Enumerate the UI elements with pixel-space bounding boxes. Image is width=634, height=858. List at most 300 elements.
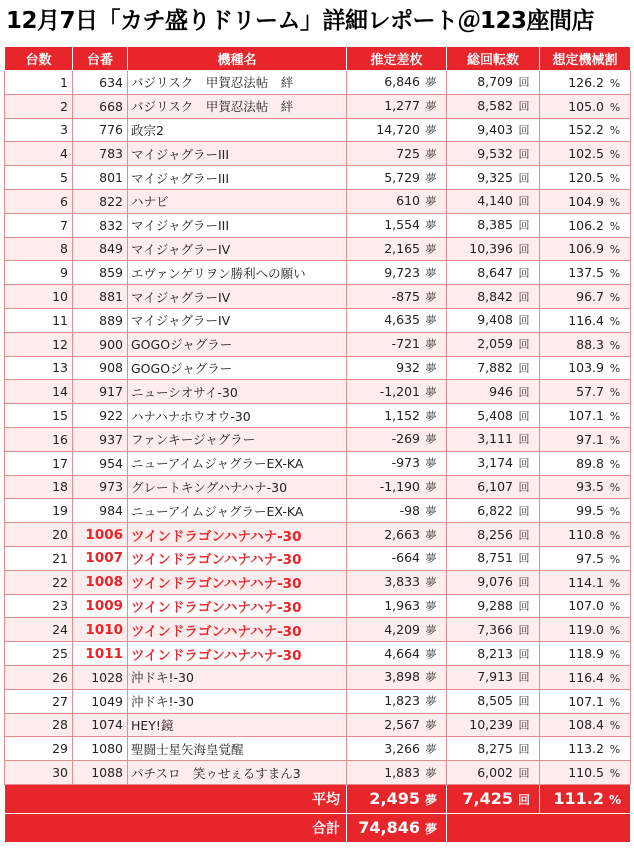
diff-value: 1,152 — [384, 407, 420, 423]
table-row — [5, 404, 631, 428]
cell-total-spins — [447, 665, 540, 689]
cell-estimated-diff — [347, 570, 447, 594]
games-value: 9,288 — [477, 597, 513, 613]
cell-total-spins — [447, 451, 540, 475]
table-row — [5, 499, 631, 523]
header-total-spins: 総回転数 — [447, 47, 540, 71]
cell-estimated-diff — [347, 71, 447, 95]
games-value: 946 — [489, 383, 513, 399]
cell-unit-count: 24 — [5, 618, 73, 642]
games-unit: 回 — [518, 552, 530, 566]
cell-machine-name: グレートキングハナハナ-30 — [128, 475, 347, 499]
diff-value: -973 — [391, 455, 420, 471]
rate-unit: % — [609, 267, 621, 281]
games-value: 7,366 — [477, 621, 513, 637]
average-games-cell — [447, 784, 540, 813]
diff-value: 5,729 — [384, 169, 420, 185]
diff-unit: 夢 — [425, 290, 437, 304]
table-row — [5, 475, 631, 499]
diff-value: 4,635 — [384, 312, 420, 328]
rate-unit: % — [609, 695, 621, 709]
total-label-cell — [5, 813, 347, 842]
games-value: 8,751 — [477, 550, 513, 566]
rate-unit: % — [609, 433, 621, 447]
rate-value: 106.9 — [568, 241, 604, 257]
cell-unit-count: 27 — [5, 689, 73, 713]
games-unit: 回 — [518, 171, 530, 185]
table-row — [5, 546, 631, 570]
cell-machine-name: マイジャグラーIII — [128, 213, 347, 237]
cell-payout-rate — [540, 761, 631, 785]
cell-machine-name: HEY!鏡 — [128, 713, 347, 737]
diff-unit: 夢 — [425, 314, 437, 328]
games-unit: 回 — [518, 290, 530, 304]
cell-payout-rate — [540, 118, 631, 142]
cell-machine-number: 1088 — [73, 761, 128, 785]
cell-total-spins — [447, 261, 540, 285]
cell-machine-name: パチスロ 笑ゥせぇるすまん3 — [128, 761, 347, 785]
diff-unit: 夢 — [425, 742, 437, 756]
games-unit: 回 — [518, 361, 530, 375]
cell-payout-rate — [540, 308, 631, 332]
diff-unit: 夢 — [425, 266, 437, 280]
games-value: 2,059 — [477, 336, 513, 352]
rate-value: 93.5 — [576, 479, 604, 495]
total-row — [5, 813, 631, 842]
cell-machine-number: 1008 — [73, 570, 128, 594]
diff-value: -875 — [391, 288, 420, 304]
games-unit: 回 — [518, 242, 530, 256]
rate-unit: % — [609, 410, 621, 424]
cell-unit-count: 29 — [5, 737, 73, 761]
cell-machine-number: 832 — [73, 213, 128, 237]
cell-unit-count: 1 — [5, 71, 73, 95]
diff-value: 6,846 — [384, 74, 420, 90]
cell-payout-rate — [540, 594, 631, 618]
diff-unit: 夢 — [425, 195, 437, 209]
cell-total-spins — [447, 285, 540, 309]
diff-unit: 夢 — [425, 480, 437, 494]
games-unit: 回 — [518, 100, 530, 114]
diff-unit: 夢 — [425, 361, 437, 375]
table-row — [5, 761, 631, 785]
cell-payout-rate — [540, 570, 631, 594]
cell-machine-number: 668 — [73, 94, 128, 118]
cell-unit-count: 26 — [5, 665, 73, 689]
cell-estimated-diff — [347, 665, 447, 689]
table-row — [5, 356, 631, 380]
cell-estimated-diff — [347, 332, 447, 356]
page-title: 12月7日「カチ盛りドリーム」詳細レポート＠123座間店 — [6, 8, 595, 34]
cell-total-spins — [447, 118, 540, 142]
cell-total-spins — [447, 356, 540, 380]
cell-estimated-diff — [347, 404, 447, 428]
cell-machine-number: 1074 — [73, 713, 128, 737]
rate-value: 110.8 — [568, 527, 604, 543]
diff-unit: 夢 — [425, 338, 437, 352]
games-value: 6,822 — [477, 502, 513, 518]
diff-value: -98 — [399, 502, 420, 518]
cell-machine-number: 634 — [73, 71, 128, 95]
cell-estimated-diff — [347, 118, 447, 142]
diff-value: 725 — [396, 145, 420, 161]
cell-estimated-diff — [347, 237, 447, 261]
games-unit: 回 — [518, 480, 530, 494]
rate-value: 137.5 — [568, 265, 604, 281]
rate-value: 96.7 — [576, 289, 604, 305]
games-unit: 回 — [518, 433, 530, 447]
table-row — [5, 427, 631, 451]
diff-value: -721 — [391, 336, 420, 352]
diff-value: 610 — [396, 193, 420, 209]
cell-total-spins — [447, 761, 540, 785]
header-unit-count: 台数 — [5, 47, 73, 71]
average-rate-cell — [540, 784, 631, 813]
cell-unit-count: 7 — [5, 213, 73, 237]
table-row — [5, 142, 631, 166]
cell-estimated-diff — [347, 213, 447, 237]
cell-unit-count: 20 — [5, 523, 73, 547]
games-unit: 回 — [518, 457, 530, 471]
total-empty-cell — [447, 813, 631, 842]
diff-value: -1,190 — [379, 478, 420, 494]
rate-value: 105.0 — [568, 98, 604, 114]
cell-unit-count: 16 — [5, 427, 73, 451]
cell-estimated-diff — [347, 94, 447, 118]
games-value: 9,532 — [477, 145, 513, 161]
cell-machine-number: 984 — [73, 499, 128, 523]
games-value: 8,647 — [477, 264, 513, 280]
table-row — [5, 285, 631, 309]
cell-machine-number: 1009 — [73, 594, 128, 618]
diff-unit: 夢 — [425, 623, 437, 637]
rate-value: 110.5 — [568, 765, 604, 780]
cell-unit-count: 9 — [5, 261, 73, 285]
cell-machine-number: 859 — [73, 261, 128, 285]
diff-unit: 夢 — [425, 671, 437, 685]
games-unit: 回 — [518, 742, 530, 756]
cell-estimated-diff — [347, 166, 447, 190]
cell-estimated-diff — [347, 475, 447, 499]
rate-unit: % — [609, 314, 621, 328]
table-header-row — [5, 47, 631, 71]
diff-unit: 夢 — [425, 552, 437, 566]
cell-total-spins — [447, 594, 540, 618]
cell-payout-rate — [540, 737, 631, 761]
table-row — [5, 380, 631, 404]
diff-unit: 夢 — [425, 385, 437, 399]
games-value: 3,174 — [477, 455, 513, 471]
cell-unit-count: 11 — [5, 308, 73, 332]
cell-total-spins — [447, 570, 540, 594]
cell-payout-rate — [540, 94, 631, 118]
cell-payout-rate — [540, 618, 631, 642]
cell-unit-count: 4 — [5, 142, 73, 166]
cell-payout-rate — [540, 285, 631, 309]
cell-machine-number: 937 — [73, 427, 128, 451]
cell-machine-number: 1080 — [73, 737, 128, 761]
cell-payout-rate — [540, 523, 631, 547]
cell-machine-number: 822 — [73, 189, 128, 213]
cell-unit-count: 8 — [5, 237, 73, 261]
rate-unit: % — [609, 195, 621, 209]
cell-total-spins — [447, 689, 540, 713]
cell-total-spins — [447, 642, 540, 666]
cell-total-spins — [447, 737, 540, 761]
diff-unit: 夢 — [425, 219, 437, 233]
rate-unit: % — [609, 576, 621, 590]
games-value: 8,842 — [477, 288, 513, 304]
games-value: 6,002 — [477, 764, 513, 780]
cell-payout-rate — [540, 332, 631, 356]
games-value: 8,582 — [477, 98, 513, 114]
cell-machine-number: 1049 — [73, 689, 128, 713]
table-row — [5, 451, 631, 475]
cell-estimated-diff — [347, 618, 447, 642]
average-rate-unit: % — [608, 793, 622, 808]
games-unit: 回 — [518, 314, 530, 328]
cell-unit-count: 30 — [5, 761, 73, 785]
table-row — [5, 166, 631, 190]
cell-machine-number: 973 — [73, 475, 128, 499]
rate-unit: % — [609, 386, 621, 400]
cell-machine-name: マイジャグラーIV — [128, 308, 347, 332]
rate-unit: % — [609, 648, 621, 662]
cell-estimated-diff — [347, 451, 447, 475]
rate-unit: % — [609, 624, 621, 638]
cell-machine-number: 917 — [73, 380, 128, 404]
rate-value: 120.5 — [568, 170, 604, 186]
games-value: 5,408 — [477, 407, 513, 423]
cell-total-spins — [447, 546, 540, 570]
diff-unit: 夢 — [425, 766, 437, 780]
cell-machine-name: 聖闘士星矢海皇覚醒 — [128, 737, 347, 761]
diff-value: 3,833 — [384, 574, 420, 590]
cell-unit-count: 18 — [5, 475, 73, 499]
rate-value: 113.2 — [568, 741, 604, 757]
diff-unit: 夢 — [425, 647, 437, 661]
cell-payout-rate — [540, 213, 631, 237]
rate-unit: % — [609, 457, 621, 471]
games-unit: 回 — [518, 647, 530, 661]
diff-unit: 夢 — [425, 695, 437, 709]
diff-value: 2,663 — [384, 526, 420, 542]
cell-payout-rate — [540, 356, 631, 380]
cell-estimated-diff — [347, 689, 447, 713]
rate-unit: % — [609, 529, 621, 543]
rate-unit: % — [609, 172, 621, 186]
cell-total-spins — [447, 189, 540, 213]
cell-unit-count: 3 — [5, 118, 73, 142]
rate-unit: % — [609, 243, 621, 257]
diff-unit: 夢 — [425, 718, 437, 732]
cell-unit-count: 2 — [5, 94, 73, 118]
cell-machine-name: ニューシオサイ-30 — [128, 380, 347, 404]
cell-estimated-diff — [347, 642, 447, 666]
table-row — [5, 71, 631, 95]
table-row — [5, 237, 631, 261]
cell-machine-name: マイジャグラーIII — [128, 142, 347, 166]
diff-unit: 夢 — [425, 100, 437, 114]
diff-value: 14,720 — [376, 121, 420, 137]
cell-unit-count: 12 — [5, 332, 73, 356]
rate-value: 118.9 — [568, 646, 604, 662]
cell-total-spins — [447, 94, 540, 118]
games-value: 10,239 — [469, 716, 513, 732]
cell-unit-count: 25 — [5, 642, 73, 666]
cell-machine-name: ハナハナホウオウ-30 — [128, 404, 347, 428]
games-unit: 回 — [518, 599, 530, 613]
diff-unit: 夢 — [425, 409, 437, 423]
games-unit: 回 — [518, 219, 530, 233]
cell-machine-name: ツインドラゴンハナハナ-30 — [128, 546, 347, 570]
rate-value: 103.9 — [568, 360, 604, 376]
cell-payout-rate — [540, 665, 631, 689]
rate-value: 116.4 — [568, 669, 604, 685]
rate-unit: % — [609, 600, 621, 614]
rate-unit: % — [609, 291, 621, 305]
diff-value: 1,277 — [384, 98, 420, 114]
cell-total-spins — [447, 308, 540, 332]
table-row — [5, 594, 631, 618]
diff-unit: 夢 — [425, 433, 437, 447]
cell-unit-count: 15 — [5, 404, 73, 428]
rate-value: 114.1 — [568, 574, 604, 590]
cell-payout-rate — [540, 261, 631, 285]
diff-value: -1,201 — [379, 383, 420, 399]
total-diff-unit: 夢 — [424, 822, 437, 837]
cell-estimated-diff — [347, 546, 447, 570]
rate-value: 116.4 — [568, 312, 604, 328]
cell-estimated-diff — [347, 380, 447, 404]
cell-estimated-diff — [347, 356, 447, 380]
games-value: 8,256 — [477, 526, 513, 542]
games-value: 9,403 — [477, 121, 513, 137]
games-unit: 回 — [518, 766, 530, 780]
header-estimated-diff: 推定差枚 — [347, 47, 447, 71]
cell-estimated-diff — [347, 737, 447, 761]
cell-unit-count: 5 — [5, 166, 73, 190]
cell-machine-number: 1028 — [73, 665, 128, 689]
games-value: 9,325 — [477, 169, 513, 185]
cell-total-spins — [447, 166, 540, 190]
cell-total-spins — [447, 499, 540, 523]
cell-total-spins — [447, 380, 540, 404]
cell-unit-count: 13 — [5, 356, 73, 380]
cell-payout-rate — [540, 142, 631, 166]
diff-unit: 夢 — [425, 457, 437, 471]
games-unit: 回 — [518, 528, 530, 542]
cell-payout-rate — [540, 499, 631, 523]
rate-unit: % — [609, 552, 621, 566]
cell-total-spins — [447, 213, 540, 237]
header-payout-rate: 想定機械割 — [540, 47, 631, 71]
rate-value: 97.1 — [576, 431, 604, 447]
games-value: 3,111 — [477, 431, 513, 447]
rate-value: 97.5 — [576, 550, 604, 566]
average-rate: 111.2 — [553, 789, 604, 809]
rate-unit: % — [609, 767, 621, 780]
cell-machine-name: ツインドラゴンハナハナ-30 — [128, 523, 347, 547]
cell-unit-count: 17 — [5, 451, 73, 475]
cell-estimated-diff — [347, 523, 447, 547]
rate-value: 89.8 — [576, 455, 604, 471]
average-games: 7,425 — [462, 789, 513, 809]
cell-machine-number: 900 — [73, 332, 128, 356]
cell-machine-number: 1007 — [73, 546, 128, 570]
cell-total-spins — [447, 427, 540, 451]
rate-value: 57.7 — [576, 384, 604, 400]
cell-machine-number: 776 — [73, 118, 128, 142]
rate-value: 108.4 — [568, 717, 604, 733]
report-table — [4, 46, 631, 843]
rate-value: 126.2 — [568, 74, 604, 90]
games-unit: 回 — [518, 123, 530, 137]
cell-machine-number: 1010 — [73, 618, 128, 642]
diff-unit: 夢 — [425, 76, 437, 90]
cell-total-spins — [447, 237, 540, 261]
diff-value: -664 — [391, 550, 420, 566]
cell-payout-rate — [540, 237, 631, 261]
cell-machine-name: マイジャグラーIV — [128, 237, 347, 261]
cell-machine-number: 889 — [73, 308, 128, 332]
header-machine-name: 機種名 — [128, 47, 347, 71]
diff-unit: 夢 — [425, 576, 437, 590]
cell-payout-rate — [540, 713, 631, 737]
table-row — [5, 737, 631, 761]
cell-total-spins — [447, 475, 540, 499]
diff-value: 1,883 — [384, 764, 420, 780]
average-label-cell — [5, 784, 347, 813]
diff-value: 9,723 — [384, 264, 420, 280]
cell-payout-rate — [540, 404, 631, 428]
diff-value: 3,266 — [384, 740, 420, 756]
cell-total-spins — [447, 332, 540, 356]
table-row — [5, 261, 631, 285]
rate-unit: % — [609, 124, 621, 138]
average-label: 平均 — [312, 791, 340, 808]
cell-unit-count: 21 — [5, 546, 73, 570]
cell-estimated-diff — [347, 189, 447, 213]
cell-machine-name: 沖ドキ!-30 — [128, 689, 347, 713]
cell-payout-rate — [540, 71, 631, 95]
rate-value: 107.1 — [568, 693, 604, 709]
rate-value: 102.5 — [568, 146, 604, 162]
cell-total-spins — [447, 71, 540, 95]
games-unit: 回 — [518, 385, 530, 399]
diff-value: 1,554 — [384, 217, 420, 233]
table-row — [5, 713, 631, 737]
total-diff-cell — [347, 813, 447, 842]
average-games-unit: 回 — [517, 793, 530, 808]
total-diff: 74,846 — [358, 818, 420, 838]
cell-unit-count: 6 — [5, 189, 73, 213]
cell-unit-count: 10 — [5, 285, 73, 309]
rate-unit: % — [609, 338, 621, 352]
rate-unit: % — [609, 481, 621, 495]
rate-value: 88.3 — [576, 336, 604, 352]
diff-value: 2,165 — [384, 240, 420, 256]
rate-unit: % — [609, 76, 621, 90]
cell-machine-name: マイジャグラーIV — [128, 285, 347, 309]
cell-machine-name: GOGOジャグラー — [128, 356, 347, 380]
cell-total-spins — [447, 523, 540, 547]
cell-machine-name: GOGOジャグラー — [128, 332, 347, 356]
diff-value: 4,664 — [384, 645, 420, 661]
diff-unit: 夢 — [425, 528, 437, 542]
cell-machine-number: 908 — [73, 356, 128, 380]
diff-value: -269 — [391, 431, 420, 447]
